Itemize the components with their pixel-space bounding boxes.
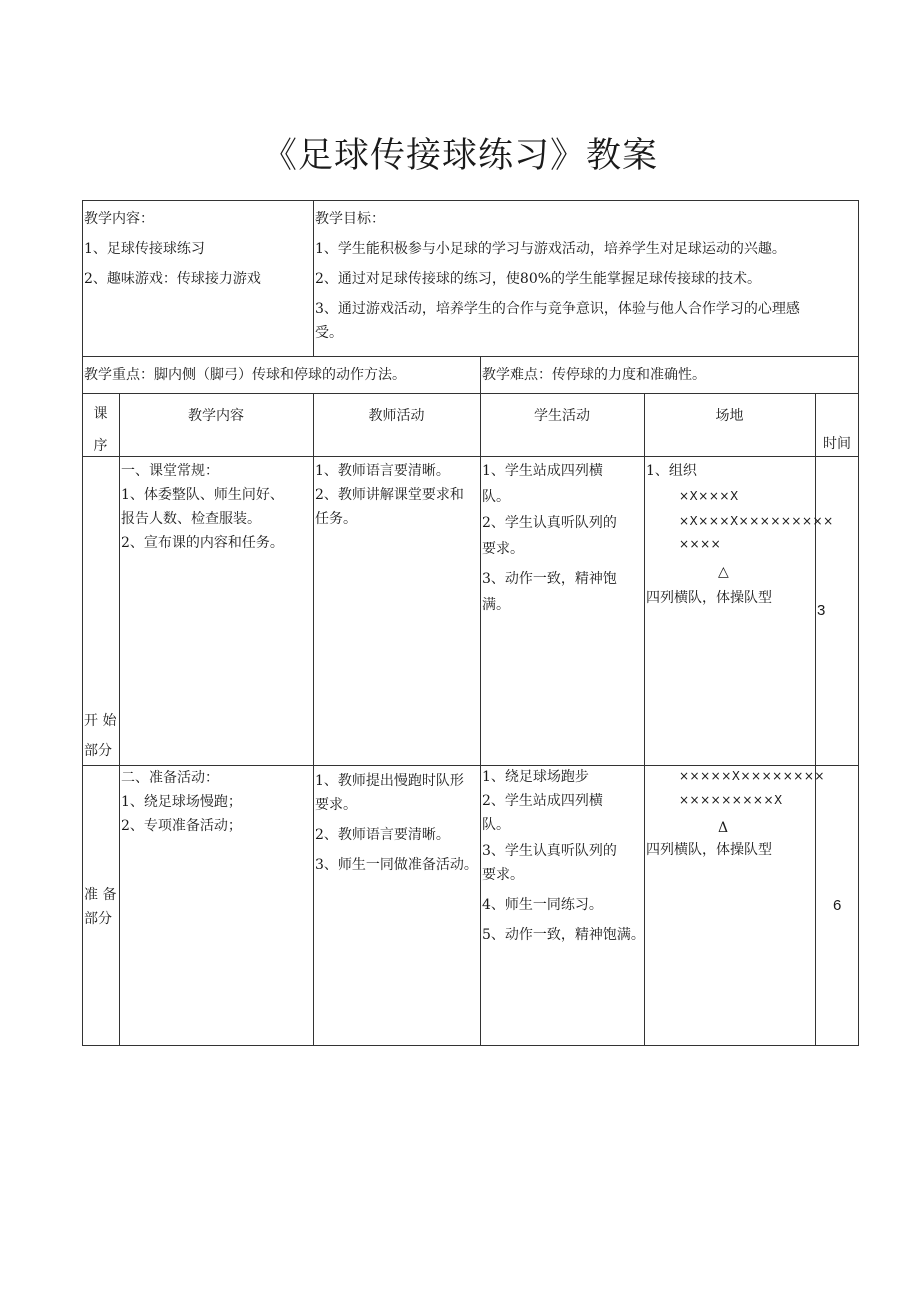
teaching-content-cell [84,208,312,290]
section-label-line: 部分 [84,911,112,927]
student-line: 队。 [482,489,510,505]
teacher-line: 任务。 [315,511,357,527]
column-divider [119,393,120,1046]
teacher-activity [315,460,480,530]
student-line: 2、学生认真听队列的 [482,515,617,531]
student-line: 队。 [482,817,510,833]
teacher-line: 1、教师语言要清晰。 [315,463,450,479]
student-line: 1、学生站成四列横 [482,463,603,479]
student-line: 满。 [482,597,510,613]
time-value: 6 [833,897,842,914]
column-divider [313,200,314,356]
formation-row: ×××× [679,537,722,551]
page-title: 《足球传接球练习》教案 [261,136,658,176]
header-student: 学生活动 [534,408,590,424]
teaching-goals-label: 教学目标： [315,211,385,227]
header-order-line: 课 [93,406,108,422]
header-teacher: 教师活动 [368,408,425,424]
teacher-position-icon: Δ [718,820,729,836]
teacher-activity [315,770,480,876]
header-venue: 场地 [715,408,744,424]
section-label [84,884,118,930]
student-line: 2、学生站成四列横 [482,793,603,809]
column-divider [480,393,481,1046]
row-divider [82,356,859,357]
venue-note: 四列横队，体操队型 [646,590,772,606]
row-divider [82,393,859,394]
content-line: 2、宣布课的内容和任务。 [121,535,284,551]
student-line: 3、动作一致，精神饱 [482,571,617,587]
header-content: 教学内容 [188,408,244,424]
column-divider [480,356,481,393]
difficulty: 教学难点：传停球的力度和准确性。 [482,367,706,383]
section-label-line: 开 始 [84,713,117,729]
teaching-content-label: 教学内容： [84,211,154,227]
student-line: 要求。 [482,541,524,557]
teacher-line: 2、教师讲解课堂要求和 [315,487,464,503]
formation-row: ×X×××X××××××××× [679,514,834,528]
teaching-content-item: 1、足球传接球练习 [84,241,205,257]
content-line: 1、体委整队、师生问好、 [121,487,284,503]
teaching-content-item: 2、趣味游戏：传球接力游戏 [84,271,261,287]
section-label-line: 准 备 [84,887,117,903]
student-line: 1、绕足球场跑步 [482,769,589,785]
student-line: 3、学生认真听队列的 [482,843,617,859]
section-label-line: 部分 [84,743,112,759]
student-line: 要求。 [482,867,524,883]
key-point: 教学重点：脚内侧（脚弓）传球和停球的动作方法。 [84,367,406,383]
teaching-goal-item: 3、通过游戏活动，培养学生的合作与竞争意识，体验与他人合作学习的心理感 [315,301,800,317]
student-line: 4、师生一同练习。 [482,897,603,913]
time-value: 3 [817,602,826,619]
header-time: 时间 [823,436,851,452]
column-divider [313,393,314,1046]
column-divider [815,393,816,1046]
venue-cell [646,765,825,861]
content-line: 报告人数、检查服装。 [121,511,261,527]
content-line: 1、绕足球场慢跑； [121,794,242,810]
formation-row: ×X×××X [679,489,739,503]
student-line: 5、动作一致，精神饱满。 [482,927,645,943]
section-label [84,710,118,762]
content-line: 二、准备活动： [121,770,219,786]
content-line: 一、课堂常规： [121,463,219,479]
teacher-line: 3、师生一同做准备活动。 [315,857,478,873]
section-content [121,767,313,837]
teaching-goal-item: 2、通过对足球传接球的练习，使80%的学生能掌握足球传接球的技术。 [315,271,762,287]
student-activity [482,766,644,946]
teaching-goals-cell [315,208,857,344]
teaching-goal-item: 受。 [315,325,343,341]
header-order [82,403,119,457]
header-order-line: 序 [93,438,108,454]
teacher-line: 2、教师语言要清晰。 [315,827,450,843]
venue-label: 1、组织 [646,463,697,479]
teacher-line: 要求。 [315,797,357,813]
content-line: 2、专项准备活动； [121,818,242,834]
teaching-goal-item: 1、学生能积极参与小足球的学习与游戏活动，培养学生对足球运动的兴趣。 [315,241,786,257]
row-divider [82,456,859,457]
formation-row: ×××××××××X [679,793,783,807]
venue-cell [646,460,834,609]
teacher-line: 1、教师提出慢跑时队形 [315,773,464,789]
teacher-position-icon: △ [718,564,729,580]
column-divider [644,393,645,1046]
formation-row: ×××××X×××××××× [679,769,825,783]
student-activity [482,460,644,616]
section-content [121,460,313,554]
venue-note: 四列横队，体操队型 [646,842,772,858]
